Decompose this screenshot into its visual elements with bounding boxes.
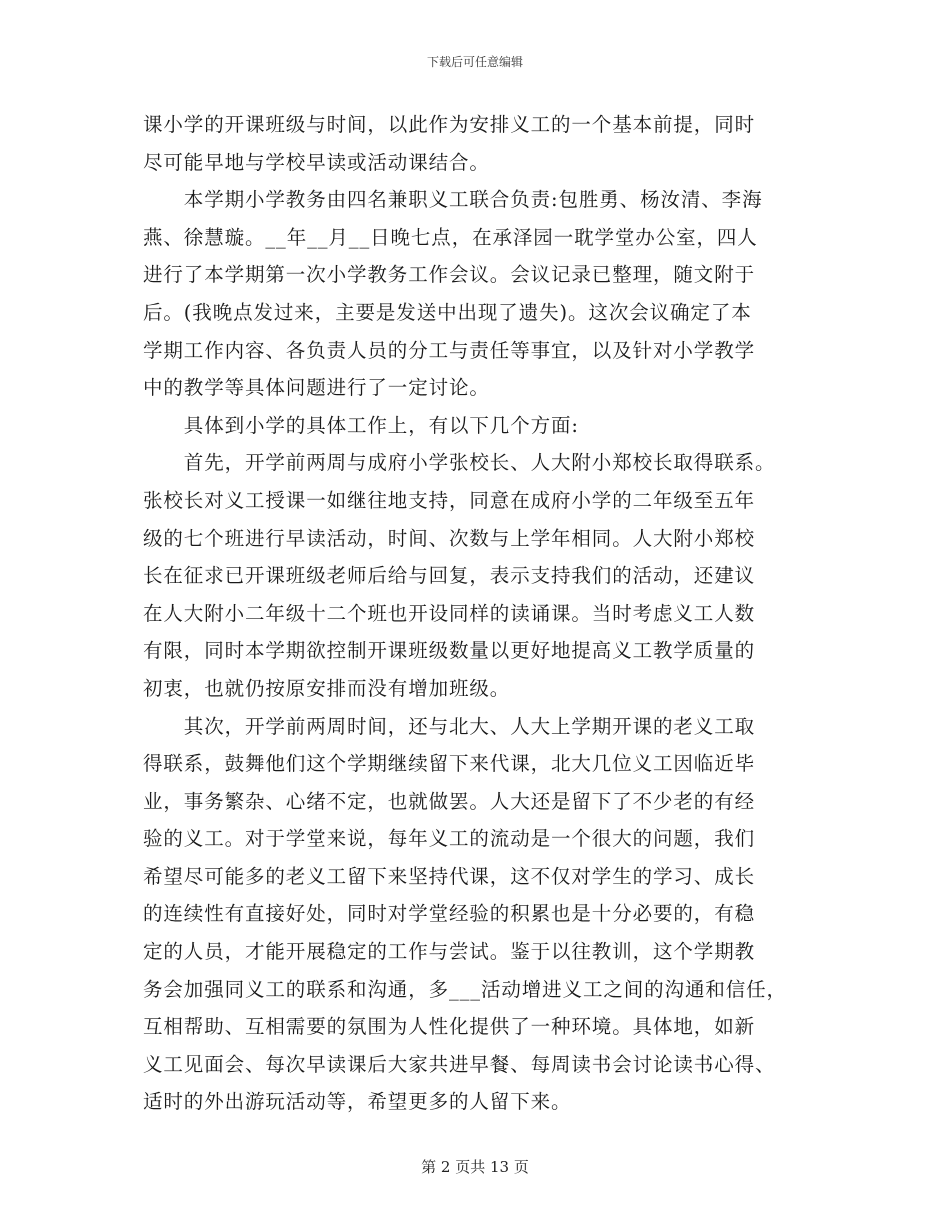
text-line: 有限，同时本学期欲控制开课班级数量以更好地提高义工教学质量的 [143, 639, 756, 663]
text-line: 首先，开学前两周与成府小学张校长、人大附小郑校长取得联系。 [143, 451, 776, 475]
page-footer: 第 2 页共 13 页 [421, 1158, 529, 1176]
text-line: 在人大附小二年级十二个班也开设同样的读诵课。当时考虑义工人数 [143, 601, 756, 625]
text-line: 后。(我晚点发过来，主要是发送中出现了遗失)。这次会议确定了本 [143, 300, 752, 324]
text-line: 验的义工。对于学堂来说，每年义工的流动是一个很大的问题，我们 [143, 827, 756, 851]
document-body [143, 106, 823, 1121]
text-line: 具体到小学的具体工作上，有以下几个方面: [143, 413, 579, 437]
text-line: 课小学的开课班级与时间，以此作为安排义工的一个基本前提，同时 [143, 113, 756, 136]
page-header: 下载后可任意编辑 [426, 55, 523, 69]
text-line: 定的人员，才能开展稳定的工作与尝试。鉴于以往教训，这个学期教 [143, 940, 756, 964]
text-line: 的连续性有直接好处，同时对学堂经验的积累也是十分必要的，有稳 [143, 902, 756, 926]
text-line: 初衷，也就仍按原安排而没有增加班级。 [143, 676, 511, 700]
text-line: 燕、徐慧璇。__年__月__日晚七点，在承泽园一耽学堂办公室，四人 [143, 225, 758, 249]
text-line: 尽可能早地与学校早读或活动课结合。 [143, 150, 490, 174]
text-line: 长在征求已开课班级老师后给与回复，表示支持我们的活动，还建议 [143, 564, 756, 588]
text-line: 中的教学等具体问题进行了一定讨论。 [143, 376, 490, 400]
text-line: 希望尽可能多的老义工留下来坚持代课，这不仅对学生的学习、成长 [143, 864, 756, 888]
text-line: 进行了本学期第一次小学教务工作会议。会议记录已整理，随文附于 [143, 263, 756, 287]
text-line: 学期工作内容、各负责人员的分工与责任等事宜，以及针对小学教学 [143, 338, 756, 362]
text-line: 业，事务繁杂、心绪不定，也就做罢。人大还是留下了不少老的有经 [143, 789, 756, 813]
text-line: 张校长对义工授课一如继往地支持，同意在成府小学的二年级至五年 [143, 488, 756, 512]
text-line: 本学期小学教务由四名兼职义工联合负责:包胜勇、杨汝清、李海 [143, 188, 763, 212]
text-line: 得联系，鼓舞他们这个学期继续留下来代课，北大几位义工因临近毕 [143, 752, 756, 776]
text-line: 其次，开学前两周时间，还与北大、人大上学期开课的老义工取 [143, 714, 756, 738]
text-line: 务会加强同义工的联系和沟通，多___活动增进义工之间的沟通和信任， [143, 977, 787, 1001]
text-line: 义工见面会、每次早读课后大家共进早餐、每周读书会讨论读书心得、 [143, 1052, 776, 1076]
text-line: 互相帮助、互相需要的氛围为人性化提供了一种环境。具体地，如新 [143, 1015, 756, 1039]
text-line: 适时的外出游玩活动等，希望更多的人留下来。 [143, 1090, 572, 1114]
text-line: 级的七个班进行早读活动，时间、次数与上学年相同。人大附小郑校 [143, 526, 756, 550]
